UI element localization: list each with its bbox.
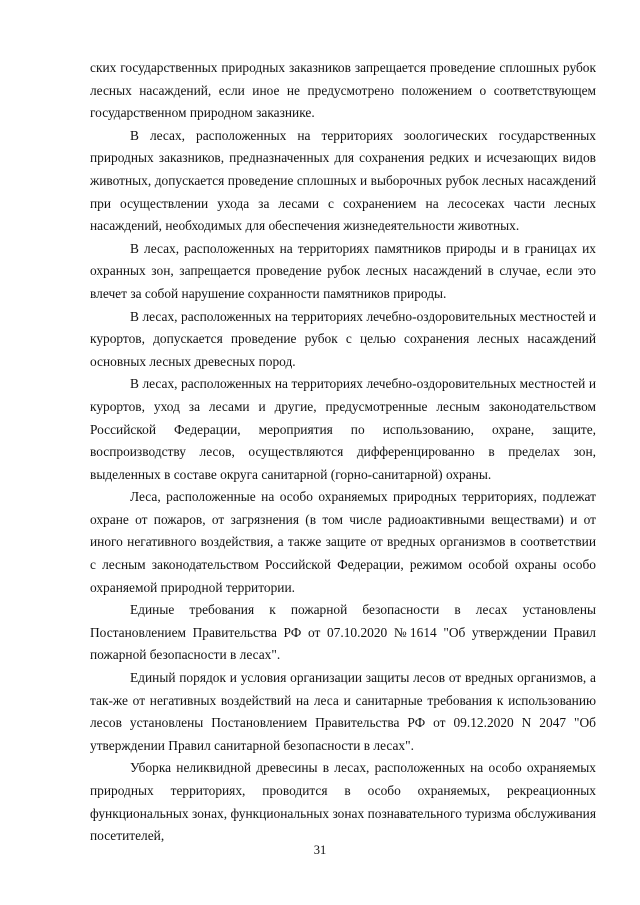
paragraph-deadwood-cleanup: Уборка неликвидной древесины в лесах, расположенных на особо охраняемых природных территориях, проводится в особо охраняемых, рекреационных функциональных зонах, функциональных зонах познавательного туризма обслуживания посетителей, [90, 760, 596, 844]
paragraph-1-continuation: ских государственных природных заказников запрещается проведение сплошных рубок лесных насаждений, если иное не предусмотрено положением о соответствующем государственном природном заказнике. [90, 60, 596, 121]
paragraph-forest-protection: Леса, расположенные на особо охраняемых природных территориях, подлежат охране от пожаров, от загрязнения (в том числе радиоактивными веществами) и от иного негативного воздействия, а также защите от вредных организмов в соответствии с лесным законодательством Российской Федерации, режимом особой охраны особо охраняемой природной территории. [90, 489, 596, 595]
paragraph-zoological-reserves: В лесах, расположенных на территориях зоологических государственных природных заказников, предназначенных для сохранения редких и исчезающих видов животных, допускается проведение сплошных и выборочных рубок лесных насаждений при осуществлении ухода за лесами с сохранением на лесосеках части лесных насаждений, необходимых для обеспечения жизнедеятельности животных. [90, 127, 596, 234]
paragraph-natural-monuments: В лесах, расположенных на территориях памятников природы и в границах их охранных зон, запрещается проведение рубок лесных насаждений в случае, если это влечет за собой нарушение сохранности памятников природы. [90, 240, 596, 301]
paragraph-resorts-felling: В лесах, расположенных на территориях лечебно-оздоровительных местностей и курортов, допускается проведение рубок с целью сохранения лесных насаждений основных лесных древесных пород. [90, 308, 596, 369]
paragraph-sanitary-safety: Единый порядок и условия организации защиты лесов от вредных организмов, а так-же от негативных воздействий на леса и санитарные требования к использованию лесов установлены Постановлением Правительства РФ от 09.12.2020 N 2047 "Об утверждении Правил санитарной безопасности в лесах". [90, 670, 596, 753]
paragraph-resorts-care: В лесах, расположенных на территориях лечебно-оздоровительных местностей и курортов, уход за лесами и другие, предусмотренные лесным законодательством Российской Федерации, мероприятия по использованию, охране, защите, воспроизводству лесов, осуществляются дифференцированно в пределах зон, выделенных в составе округа санитарной (горно-санитарной) охраны. [90, 376, 596, 482]
paragraph-fire-safety: Единые требования к пожарной безопасности в лесах установлены Постановлением Правительства РФ от 07.10.2020 №1614 "Об утверждении Правил пожарной безопасности в лесах". [90, 602, 596, 663]
page-number: 31 [313, 843, 327, 857]
body-text [90, 57, 596, 848]
